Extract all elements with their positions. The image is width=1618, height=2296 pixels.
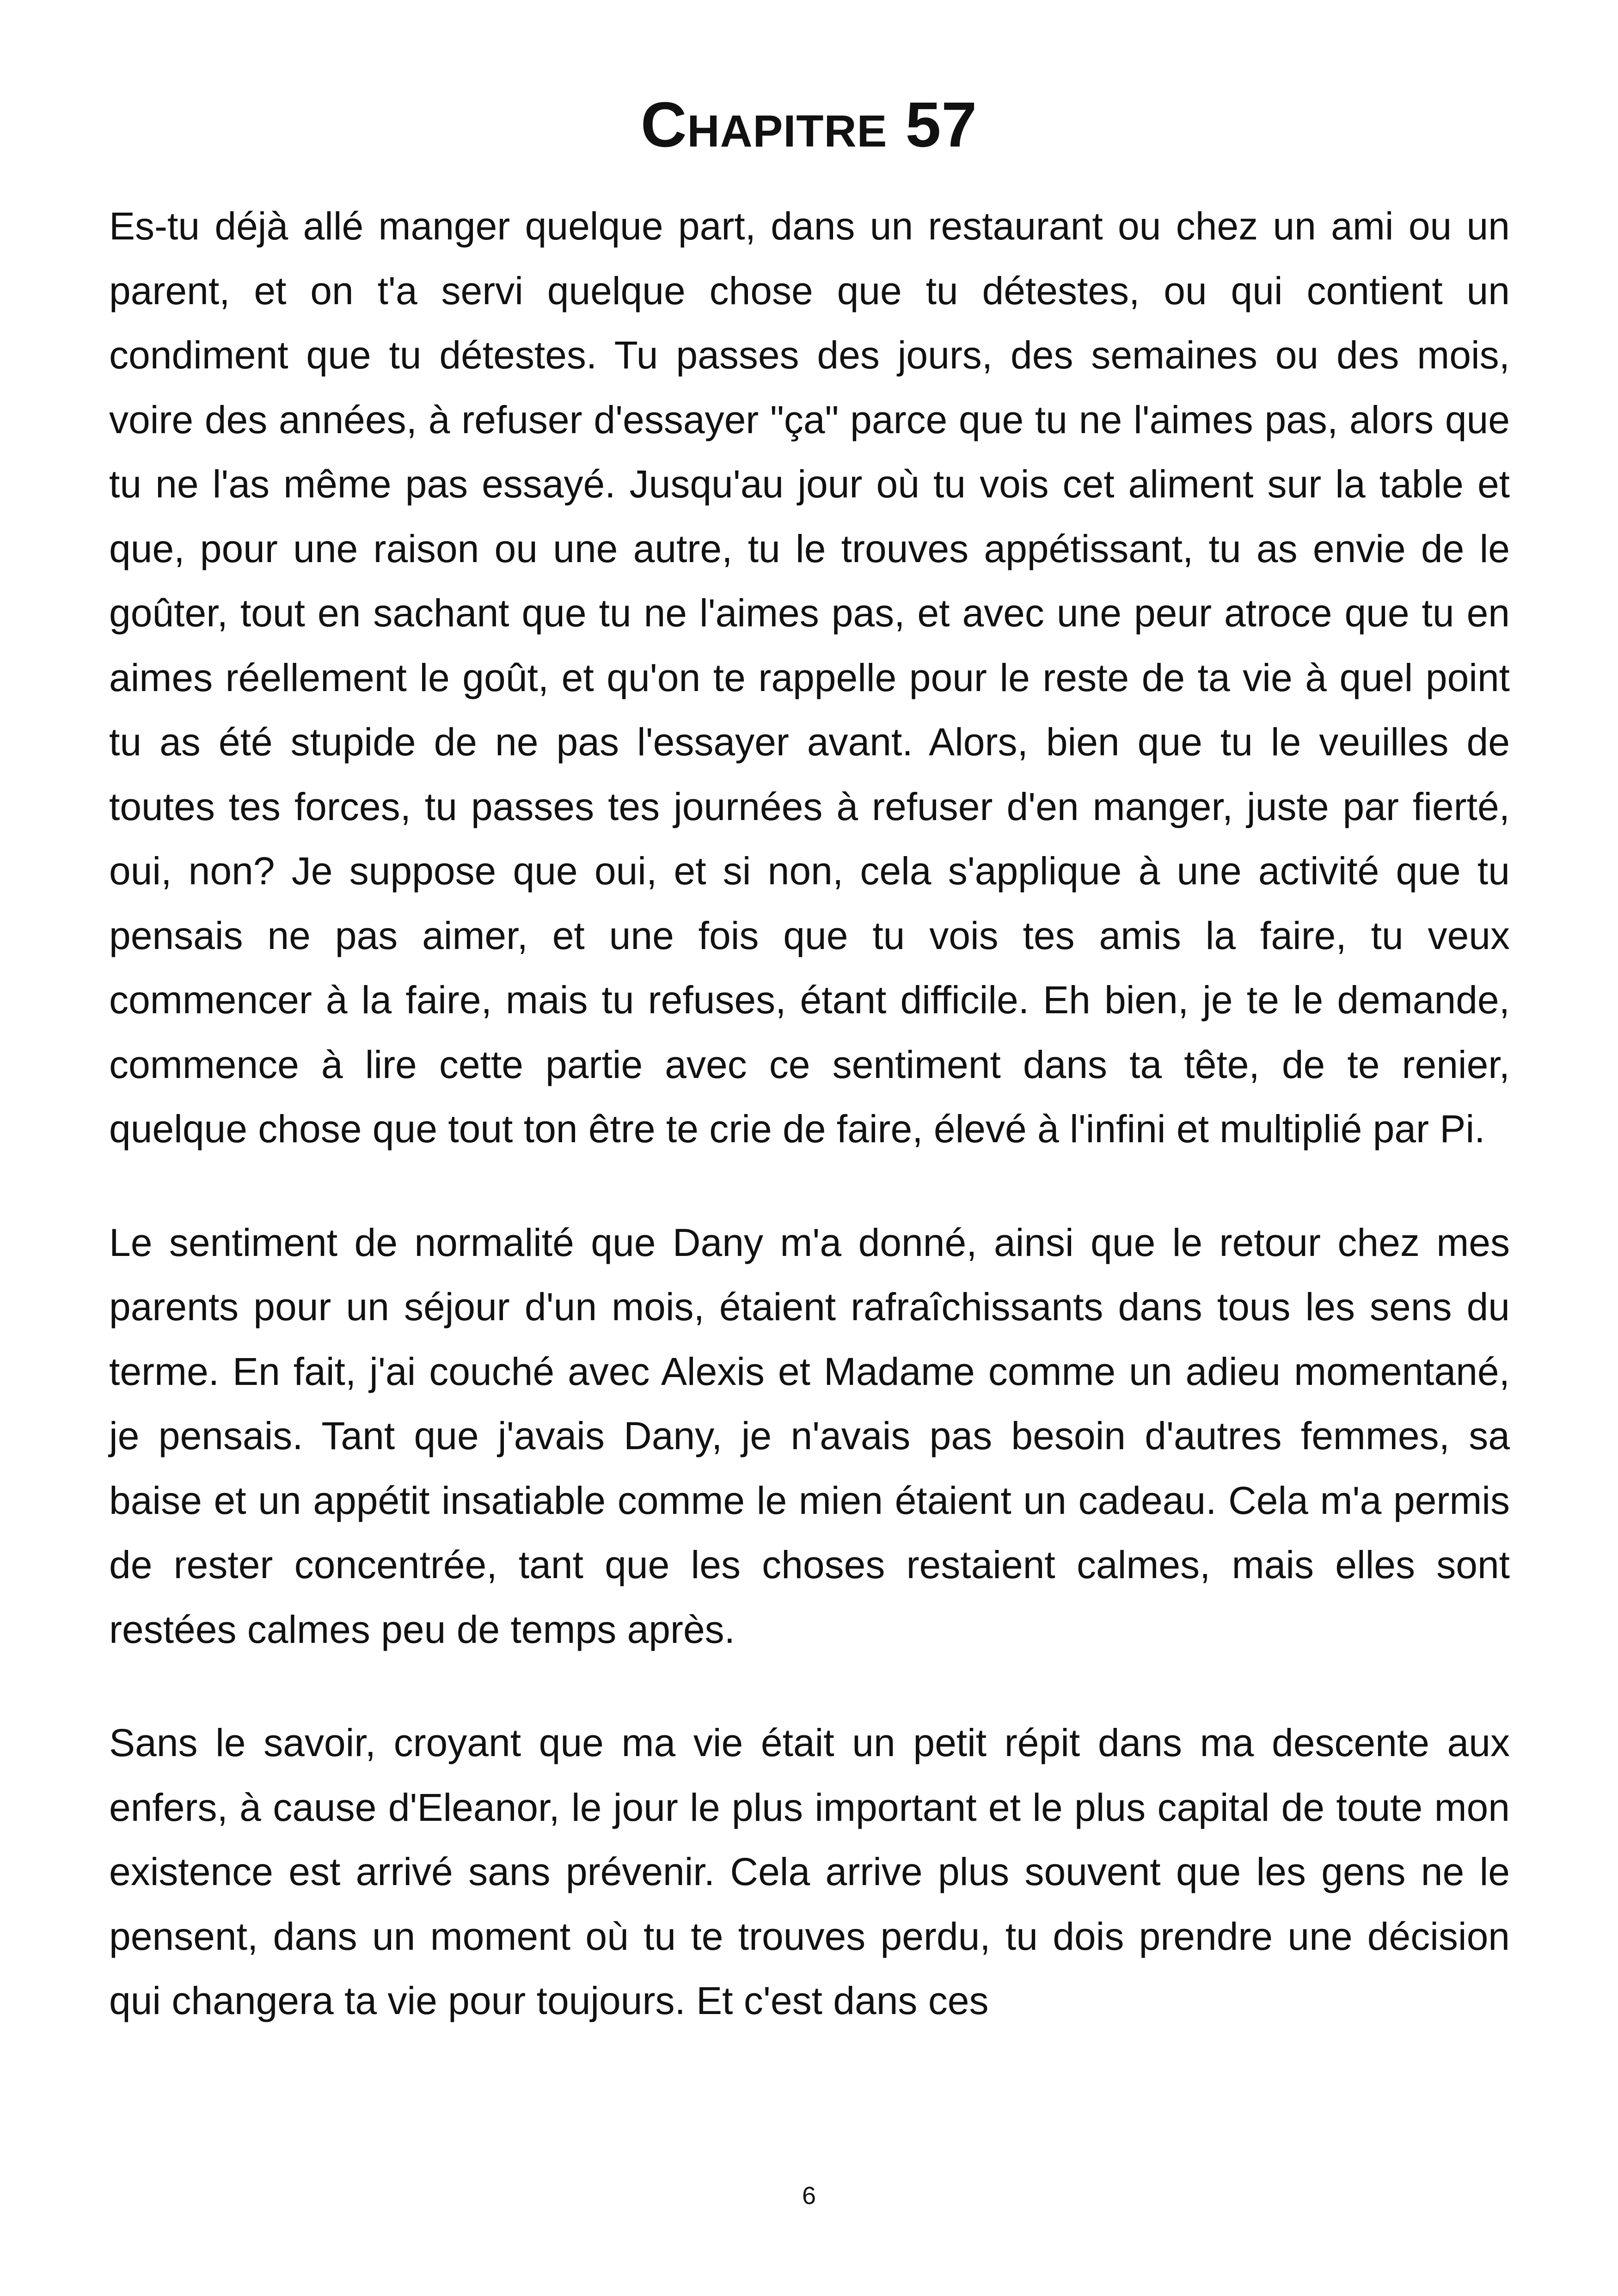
- page-number: 6: [802, 2182, 816, 2210]
- chapter-title: Chapitre 57: [640, 89, 978, 160]
- paragraph-2: Le sentiment de normalité que Dany m'a donné, ainsi que le retour chez mes parents pour un séjour d'un mois, étaient rafraîchissants dans tous les sens du terme. En fait, j'ai couché avec Alexis et Madame comme un adieu momentané, je pensais. Tant que j'avais Dany, je n'avais pas besoin d'autres femmes, sa baise et un appétit insatiable comme le mien étaient un cadeau. Cela m'a permis de rester concentrée, tant que les choses restaient calmes, mais elles sont restées calmes peu de temps après.: [109, 1220, 1510, 1651]
- paragraph-3: Sans le savoir, croyant que ma vie était un petit répit dans ma descente aux enfers, à cause d'Eleanor, le jour le plus important et le plus capital de toute mon existence est arrivé sans prévenir. Cela arrive plus souvent que les gens ne le pensent, dans un moment où tu te trouves perdu, tu dois prendre une décision qui changera ta vie pour toujours. Et c'est dans ces: [109, 1721, 1510, 2022]
- paragraph-1: Es-tu déjà allé manger quelque part, dans un restaurant ou chez un ami ou un parent, et on t'a servi quelque chose que tu détestes, ou qui contient un condiment que tu détestes. Tu passes des jours, des semaines ou des mois, voire des années, à refuser d'essayer "ça" parce que tu ne l'aimes pas, alors que tu ne l'as même pas essayé. Jusqu'au jour où tu vois cet aliment sur la table et que, pour une raison ou une autre, tu le trouves appétissant, tu as envie de le goûter, tout en sachant que tu ne l'aimes pas, et avec une peur atroce que tu en aimes réellement le goût, et qu'on te rappelle pour le reste de ta vie à quel point tu as été stupide de ne pas l'essayer avant. Alors, bien que tu le veuilles de toutes tes forces, tu passes tes journées à refuser d'en manger, juste par fierté, oui, non? Je suppose que oui, et si non, cela s'applique à une activité que tu pensais ne pas aimer, et une fois que tu vois tes amis la faire, tu veux commencer à la faire, mais tu refuses, étant difficile. Eh bien, je te le demande, commence à lire cette partie avec ce sentiment dans ta tête, de te renier, quelque chose que tout ton être te crie de faire, élevé à l'infini et multiplié par Pi.: [109, 204, 1510, 1151]
- body-text: [109, 194, 1510, 2082]
